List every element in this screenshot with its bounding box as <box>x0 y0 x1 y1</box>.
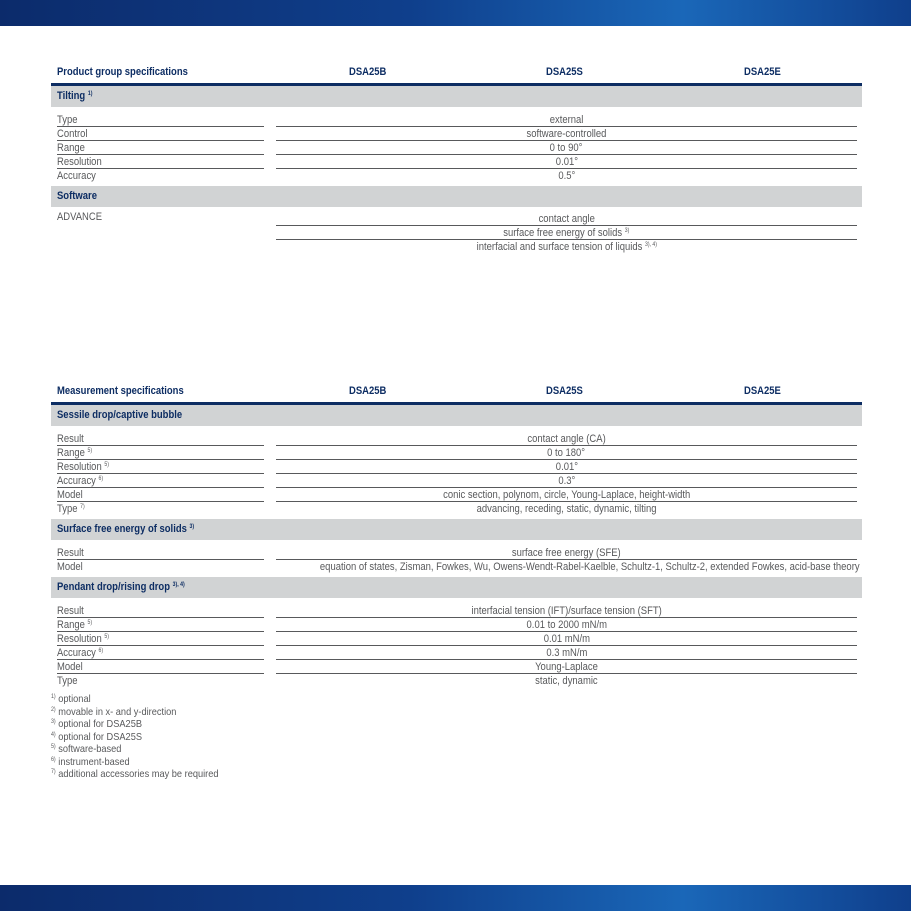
footnote-mark: 5) <box>87 448 93 454</box>
spec-row <box>51 460 862 474</box>
header-dsa25b: DSA25B <box>349 385 387 397</box>
footnote-mark: 5) <box>87 620 93 626</box>
header-title: Measurement specifications <box>57 385 184 397</box>
header-dsa25s: DSA25S <box>546 385 583 397</box>
spec-row <box>51 604 862 618</box>
row-label: Range <box>57 142 85 154</box>
row-label: Accuracy <box>57 170 96 182</box>
row-label: Result <box>57 547 84 559</box>
spec-row <box>51 474 862 488</box>
footnote-mark: 5) <box>104 634 109 640</box>
row-label: Result <box>57 433 84 445</box>
footnote-mark: 3) <box>624 228 630 234</box>
section-title: Surface free energy of solids <box>57 523 187 535</box>
footnote-mark: 5) <box>104 462 109 468</box>
row-label: Model <box>57 489 83 501</box>
software-value: surface free energy of solids <box>503 227 623 239</box>
section-surface-free-energy <box>51 519 862 540</box>
spec-row <box>51 502 862 516</box>
footnote <box>51 706 241 719</box>
row-label: Control <box>57 128 88 140</box>
software-label: ADVANCE <box>57 211 103 223</box>
footnote-mark: 1) <box>51 694 56 700</box>
row-value: 0 to 90° <box>550 142 583 154</box>
footnote-mark: 4) <box>51 731 56 738</box>
footnote-mark: 7) <box>51 769 56 775</box>
row-value: 0.5° <box>558 170 575 182</box>
row-label: Model <box>57 661 83 673</box>
footnote-mark: 2) <box>51 706 56 713</box>
row-value: surface free energy (SFE) <box>512 547 621 559</box>
footnote-mark: 6) <box>51 756 56 763</box>
row-value: external <box>549 114 584 126</box>
row-label: Resolution <box>57 461 102 473</box>
row-label: Model <box>57 561 83 573</box>
row-label: Accuracy <box>57 647 96 659</box>
spec-row <box>51 127 862 141</box>
row-label: Accuracy <box>57 475 96 487</box>
product-spec-table <box>51 66 862 255</box>
spec-row <box>51 141 862 155</box>
footnote-mark: 3), 4) <box>644 242 657 248</box>
footnote-text: movable in x- and y-direction <box>58 705 177 718</box>
spec-row <box>51 660 862 674</box>
footnote <box>51 693 241 706</box>
row-value: software-controlled <box>526 128 607 140</box>
header-dsa25e: DSA25E <box>744 66 781 78</box>
footnote <box>51 718 241 731</box>
row-value: 0.01 mN/m <box>543 633 590 645</box>
spec-row <box>51 446 862 460</box>
section-title: Tilting <box>57 90 86 102</box>
footnotes <box>51 693 241 781</box>
header-dsa25e: DSA25E <box>744 385 781 397</box>
row-label: Resolution <box>57 156 102 168</box>
footnote-mark: 5) <box>51 744 56 750</box>
spec-row <box>51 155 862 169</box>
section-footnote-mark: 3) <box>189 524 195 530</box>
footnote-mark: 6) <box>98 476 104 482</box>
row-label: Type <box>57 675 78 687</box>
spec-row <box>51 546 862 560</box>
footnote-mark: 3) <box>51 719 56 725</box>
footnote-text: optional <box>58 693 91 705</box>
spec-row <box>51 488 862 502</box>
row-value: 0.3° <box>558 475 575 487</box>
row-value: equation of states, Zisman, Fowkes, Wu, Owens-Wendt-Rabel-Kaelble, Schultz-1, Schultz-2, extended Fowkes, acid-base theory <box>319 561 860 573</box>
section-pendant-drop <box>51 577 862 598</box>
footnote-mark: 6) <box>98 648 104 654</box>
section-title: Pendant drop/rising drop <box>57 581 170 593</box>
row-value: 0.01 to 2000 mN/m <box>526 619 607 631</box>
spec-row <box>51 432 862 446</box>
section-footnote-mark: 3), 4) <box>172 582 185 588</box>
spec-row <box>51 618 862 632</box>
row-label: Resolution <box>57 633 102 645</box>
footnote-text: software-based <box>58 743 122 755</box>
row-label: Type <box>57 503 78 515</box>
section-title: Software <box>57 190 97 202</box>
footnote <box>51 731 241 744</box>
row-value: Young-Laplace <box>535 661 598 673</box>
software-value: interfacial and surface tension of liquids <box>476 241 642 253</box>
header-title: Product group specifications <box>57 66 188 78</box>
software-block <box>51 207 862 255</box>
row-value: conic section, polynom, circle, Young-Laplace, height-width <box>442 489 691 501</box>
row-value: contact angle (CA) <box>527 433 606 445</box>
header-dsa25b: DSA25B <box>349 66 387 78</box>
row-label: Range <box>57 447 85 459</box>
footnote-text: instrument-based <box>58 755 130 768</box>
row-label: Type <box>57 114 78 126</box>
row-value: interfacial tension (IFT)/surface tension (SFT) <box>471 605 662 617</box>
bottom-band <box>0 885 911 911</box>
product-spec-header <box>51 66 862 86</box>
spec-row <box>51 646 862 660</box>
section-tilting <box>51 86 862 107</box>
top-band <box>0 0 911 26</box>
row-value: 0.3 mN/m <box>545 647 588 659</box>
footnote <box>51 743 241 756</box>
row-value: 0 to 180° <box>547 447 586 459</box>
footnote <box>51 756 241 769</box>
row-label: Result <box>57 605 84 617</box>
section-sessile-drop <box>51 405 862 426</box>
spec-row <box>51 674 862 688</box>
spec-row <box>51 632 862 646</box>
row-value: 0.01° <box>555 461 578 473</box>
footnote-text: optional for DSA25B <box>58 718 143 730</box>
footnote-mark: 7) <box>80 504 85 510</box>
row-value: advancing, receding, static, dynamic, tilting <box>476 503 657 515</box>
section-title: Sessile drop/captive bubble <box>57 409 183 421</box>
spec-row <box>51 169 862 183</box>
measurement-spec-table <box>51 385 862 688</box>
row-value: 0.01° <box>555 156 578 168</box>
spec-row <box>51 560 862 574</box>
spec-row <box>51 113 862 127</box>
measurement-spec-header <box>51 385 862 405</box>
footnote-text: optional for DSA25S <box>58 730 143 743</box>
footnote-text: additional accessories may be required <box>58 768 219 780</box>
section-footnote-mark: 1) <box>87 91 93 97</box>
row-label: Range <box>57 619 85 631</box>
footnote <box>51 768 241 781</box>
row-value: static, dynamic <box>535 675 598 687</box>
section-software <box>51 186 862 207</box>
software-value: contact angle <box>538 213 595 225</box>
header-dsa25s: DSA25S <box>546 66 583 78</box>
